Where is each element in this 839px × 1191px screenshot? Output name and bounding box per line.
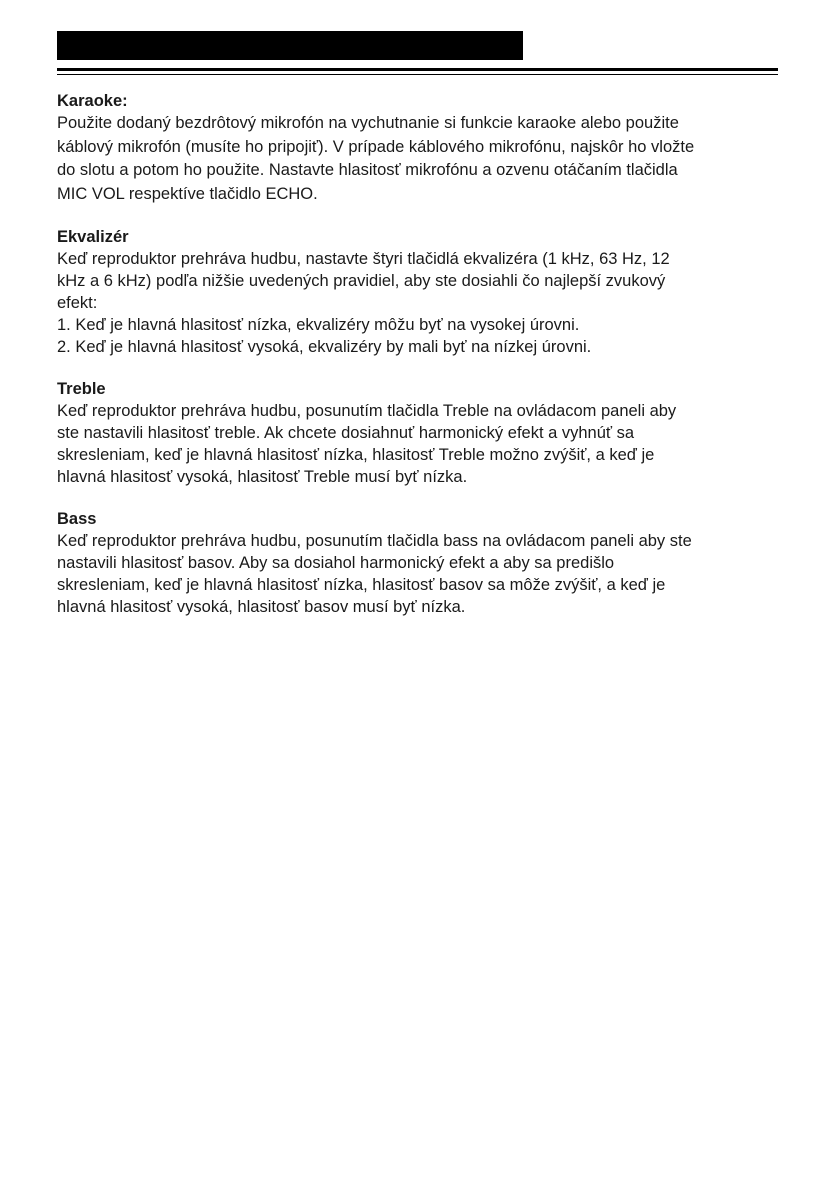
- bass-heading: Bass: [57, 510, 97, 528]
- section-karaoke: [57, 90, 697, 206]
- equalizer-heading: Ekvalizér: [57, 228, 129, 246]
- header-bar: [57, 31, 523, 60]
- karaoke-body: Použite dodaný bezdrôtový mikrofón na vychutnanie si funkcie karaoke alebo použite káblový mikrofón (musíte ho pripojiť). V prípade káblového mikrofónu, najskôr ho vložte do slotu a potom ho použite. Nastavte hlasitosť mikrofónu a ozvenu otáčaním tlačidla MIC VOL respektíve tlačidlo ECHO.: [57, 114, 695, 203]
- page-content: [57, 90, 697, 638]
- section-bass: [57, 508, 697, 618]
- equalizer-body: Keď reproduktor prehráva hudbu, nastavte štyri tlačidlá ekvalizéra (1 kHz, 63 Hz, 12 kHz a 6 kHz) podľa nižšie uvedených pravidiel, aby ste dosiahli čo najlepší zvukový efekt:: [57, 250, 670, 312]
- karaoke-heading: Karaoke:: [57, 92, 128, 110]
- equalizer-rule-1: 1. Keď je hlavná hlasitosť nízka, ekvalizéry môžu byť na vysokej úrovni.: [57, 316, 580, 334]
- header-rule-thin: [57, 74, 778, 75]
- section-treble: [57, 378, 697, 488]
- section-equalizer: [57, 226, 697, 358]
- treble-heading: Treble: [57, 380, 106, 398]
- bass-body: Keď reproduktor prehráva hudbu, posunutím tlačidla bass na ovládacom paneli aby ste nastavili hlasitosť basov. Aby sa dosiahol harmonický efekt a aby sa predišlo skresleniam, keď je hlavná hlasitosť nízka, hlasitosť basov sa môže zvýšiť, a keď je hlavná hlasitosť vysoká, hlasitosť basov musí byť nízka.: [57, 532, 692, 616]
- header-rule-thick: [57, 68, 778, 71]
- treble-body: Keď reproduktor prehráva hudbu, posunutím tlačidla Treble na ovládacom paneli aby ste nastavili hlasitosť treble. Ak chcete dosiahnuť harmonický efekt a vyhnúť sa skresleniam, keď je hlavná hlasitosť nízka, hlasitosť Treble možno zvýšiť, a keď je hlavná hlasitosť vysoká, hlasitosť Treble musí byť nízka.: [57, 402, 677, 486]
- equalizer-rule-2: 2. Keď je hlavná hlasitosť vysoká, ekvalizéry by mali byť na nízkej úrovni.: [57, 338, 592, 356]
